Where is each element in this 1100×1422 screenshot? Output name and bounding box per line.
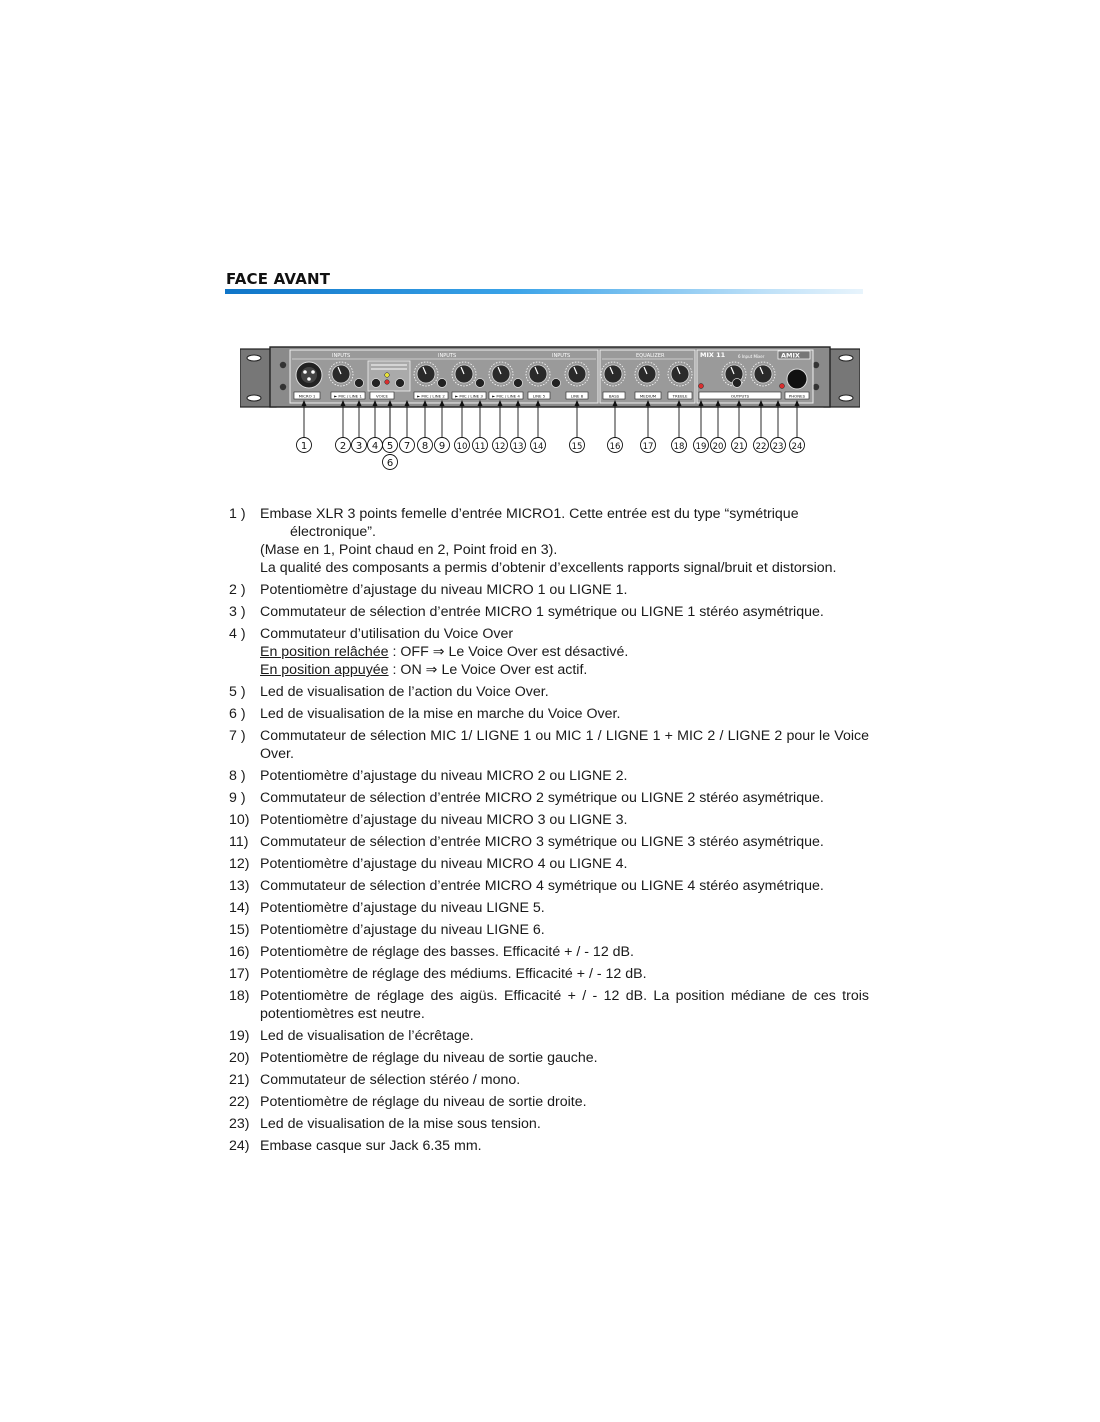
item-text: Potentiomètre d’ajustage du niveau LIGNE 6.: [260, 922, 545, 938]
callout-number: 10: [456, 442, 468, 452]
panel-label: [603, 392, 625, 399]
callout-12: [493, 400, 508, 453]
callout-18: [672, 400, 687, 453]
callout-number: 22: [755, 442, 767, 452]
item-text-line: Embase XLR 3 points femelle d’entrée MICRO1. Cette entrée est du type “symétrique: [260, 506, 799, 522]
item-text: Commutateur de sélection d’entrée MICRO 2 symétrique ou LIGNE 2 stéréo asymétrique.: [260, 790, 824, 806]
item-text: Commutateur de sélection MIC 1/ LIGNE 1 ou MIC 1 / LIGNE 1 + MIC 2 / LIGNE 2 pour le Voice Over.: [260, 728, 869, 762]
item-text: Potentiomètre d’ajustage du niveau LIGNE 5.: [260, 900, 545, 916]
callout-16: [608, 400, 623, 453]
panel-label: [414, 392, 448, 399]
list-item: [229, 1137, 869, 1155]
callout-number: 11: [474, 442, 486, 452]
list-item: [229, 1093, 869, 1111]
item-text: Embase casque sur Jack 6.35 mm.: [260, 1138, 482, 1154]
item-number: 20): [229, 1050, 250, 1066]
callout-3: [352, 400, 367, 453]
callout-number: 20: [712, 442, 724, 452]
item-number: 3 ): [229, 604, 246, 620]
item-detail: (Mase en 1, Point chaud en 2, Point froid en 3).: [260, 542, 558, 558]
callout-24: [790, 400, 805, 453]
item-text: Potentiomètre de réglage des basses. Efficacité + / - 12 dB.: [260, 944, 634, 960]
list-item: [229, 625, 869, 679]
panel-label-text: TREBLE: [672, 393, 688, 399]
panel-label-text: OUTPUTS: [730, 393, 750, 399]
item-number: 7 ): [229, 728, 246, 744]
inputs-label: INPUTS: [552, 353, 571, 359]
panel-label-text: ► MIC / LINE 2: [417, 393, 445, 399]
status-led: [780, 384, 785, 389]
feature-list: [229, 505, 869, 1159]
list-item: [229, 855, 869, 873]
callout-number: 7: [403, 441, 411, 452]
item-number: 4 ): [229, 626, 246, 642]
panel-label-text: LINE 6: [570, 393, 584, 399]
callout-number: 3: [355, 441, 363, 452]
callout-number: 9: [438, 441, 446, 452]
panel-label: [668, 392, 692, 399]
callout-14: [531, 400, 546, 453]
item-text: Commutateur de sélection stéréo / mono.: [260, 1072, 521, 1088]
list-item: [229, 603, 869, 621]
rack-hole: [247, 355, 261, 361]
callout-11: [473, 400, 488, 453]
list-item: [229, 921, 869, 939]
item-text: Commutateur d’utilisation du Voice Over: [260, 626, 514, 642]
callout-13: [511, 400, 526, 453]
callout-21: [732, 400, 747, 453]
panel-label: [452, 392, 486, 399]
callout-number: 19: [695, 442, 707, 452]
callout-number: 15: [571, 442, 583, 452]
push-button[interactable]: [372, 379, 381, 388]
item-text: [260, 505, 869, 523]
item-text: Potentiomètre de réglage du niveau de sortie gauche.: [260, 1050, 598, 1066]
callout-10: [455, 400, 470, 453]
rack-hole: [839, 355, 853, 361]
list-item: [229, 1049, 869, 1067]
callout-number: 14: [532, 442, 544, 452]
list-item: [229, 811, 869, 829]
brand-label: AMIX: [781, 351, 800, 360]
list-item: [229, 1115, 869, 1133]
list-item: [229, 1071, 869, 1089]
item-detail: La qualité des composants a permis d’obtenir d’excellents rapports signal/bruit et distorsion.: [260, 560, 837, 576]
voice-led-yellow: [385, 373, 390, 378]
item-number: 23): [229, 1116, 250, 1132]
screw: [813, 362, 819, 368]
panel-label-text: PHONES: [788, 393, 806, 399]
list-item: [229, 943, 869, 961]
screw: [280, 384, 286, 390]
item-text: Led de visualisation de l’écrêtage.: [260, 1028, 474, 1044]
push-button[interactable]: [438, 379, 447, 388]
item-number: 1 ): [229, 506, 246, 522]
panel-label-text: LINE 5: [532, 393, 546, 399]
panel-label: [331, 392, 365, 399]
section-title: FACE AVANT: [226, 270, 331, 288]
item-number: 24): [229, 1138, 250, 1154]
item-text: Potentiomètre d’ajustage du niveau MICRO 4 ou LIGNE 4.: [260, 856, 628, 872]
callout-number: 1: [300, 441, 308, 452]
rack-hole: [839, 395, 853, 401]
panel-label-text: ► MIC / LINE 1: [334, 393, 362, 399]
list-item: [229, 727, 869, 763]
voice-led-red: [385, 380, 390, 385]
rack-hole: [247, 395, 261, 401]
push-button[interactable]: [355, 379, 364, 388]
item-number: 19): [229, 1028, 250, 1044]
callout-number: 16: [609, 442, 621, 452]
item-text: Commutateur de sélection d’entrée MICRO 4 symétrique ou LIGNE 4 stéréo asymétrique.: [260, 878, 824, 894]
callout-23: [771, 400, 786, 453]
panel-label: [489, 392, 523, 399]
item-number: 16): [229, 944, 250, 960]
list-item: [229, 505, 869, 577]
list-item: [229, 1027, 869, 1045]
callout-22: [754, 400, 769, 453]
panel-label-text: BASS: [608, 393, 620, 399]
equalizer-label: EQUALIZER: [636, 353, 665, 359]
item-detail: : ON ⇒ Le Voice Over est actif.: [388, 662, 588, 678]
panel-label-text: VOICE: [376, 393, 388, 399]
callout-number: 12: [494, 442, 506, 452]
model-label: MIX 11: [700, 351, 726, 359]
push-button[interactable]: [476, 379, 485, 388]
callout-20: [711, 400, 726, 453]
screw: [280, 362, 286, 368]
callout-number: 4: [371, 441, 379, 452]
item-text: Led de visualisation de la mise en marche du Voice Over.: [260, 706, 621, 722]
callout-8: [418, 400, 433, 453]
item-number: 9 ): [229, 790, 246, 806]
panel-label-text: ► MIC / LINE 3: [455, 393, 483, 399]
item-text: Led de visualisation de la mise sous tension.: [260, 1116, 541, 1132]
tagline-label: 6 Input Mixer: [738, 354, 765, 359]
callout-15: [570, 400, 585, 453]
push-button[interactable]: [396, 379, 405, 388]
list-item: [229, 705, 869, 723]
callout-number: 17: [642, 442, 654, 452]
callout-number: 24: [791, 442, 803, 452]
item-text: Led de visualisation de l’action du Voice Over.: [260, 684, 549, 700]
item-text: Potentiomètre de réglage des aigüs. Efficacité + / - 12 dB. La position médiane de ces trois potentiomètres est neutre.: [260, 988, 869, 1022]
list-item: [229, 581, 869, 599]
callout-number: 21: [733, 442, 745, 452]
list-item: [229, 833, 869, 851]
item-number: 14): [229, 900, 250, 916]
inputs-label: INPUTS: [438, 353, 457, 359]
callout-6: [383, 403, 398, 470]
status-led: [699, 384, 704, 389]
item-text: Potentiomètre d’ajustage du niveau MICRO 2 ou LIGNE 2.: [260, 768, 628, 784]
item-number: 21): [229, 1072, 250, 1088]
phones-jack[interactable]: [787, 369, 807, 389]
list-item: [229, 683, 869, 701]
push-button[interactable]: [552, 379, 561, 388]
callout-7: [400, 400, 415, 453]
item-text: Potentiomètre de réglage des médiums. Efficacité + / - 12 dB.: [260, 966, 647, 982]
panel-label: [699, 392, 781, 399]
panel-label: [528, 392, 550, 399]
item-number: 11): [229, 834, 249, 850]
title-underline: [225, 289, 863, 294]
item-text: Potentiomètre de réglage du niveau de sortie droite.: [260, 1094, 587, 1110]
item-number: 18): [229, 988, 250, 1004]
callout-number: 8: [421, 441, 429, 452]
item-number: 5 ): [229, 684, 246, 700]
callout-number: 6: [386, 458, 394, 469]
item-detail: : OFF ⇒ Le Voice Over est désactivé.: [388, 644, 629, 660]
item-text: Potentiomètre d’ajustage du niveau MICRO 3 ou LIGNE 3.: [260, 812, 628, 828]
item-text: Commutateur de sélection d’entrée MICRO 3 symétrique ou LIGNE 3 stéréo asymétrique.: [260, 834, 824, 850]
list-item: [229, 899, 869, 917]
item-text-continued: électronique”.: [290, 524, 376, 540]
callout-4: [368, 400, 383, 453]
panel-label-text: MEDIUM: [639, 393, 657, 399]
callout-19: [694, 400, 709, 453]
item-number: 12): [229, 856, 250, 872]
callout-17: [641, 400, 656, 453]
item-number: 13): [229, 878, 250, 894]
panel-label: [785, 392, 809, 399]
screw: [813, 384, 819, 390]
item-number: 15): [229, 922, 250, 938]
item-number: 10): [229, 812, 250, 828]
item-number: 2 ): [229, 582, 246, 598]
panel-label-text: MICRO 1: [298, 393, 316, 399]
panel-label: [294, 392, 320, 399]
item-condition: En position appuyée: [260, 662, 389, 678]
callout-number: 23: [772, 442, 784, 452]
callout-2: [336, 400, 351, 453]
list-item: [229, 789, 869, 807]
callout-number: 5: [386, 441, 394, 452]
callout-number: 13: [512, 442, 524, 452]
item-number: 8 ): [229, 768, 246, 784]
callout-number: 2: [339, 441, 347, 452]
item-number: 17): [229, 966, 250, 982]
list-item: [229, 767, 869, 785]
item-number: 6 ): [229, 706, 246, 722]
list-item: [229, 965, 869, 983]
item-number: 22): [229, 1094, 250, 1110]
item-condition: En position relâchée: [260, 644, 389, 660]
callout-1: [297, 400, 312, 453]
panel-label: [566, 392, 588, 399]
callout-9: [435, 400, 450, 453]
inputs-label: INPUTS: [332, 353, 351, 359]
push-button[interactable]: [733, 379, 742, 388]
panel-label: [635, 392, 661, 399]
panel-label-text: ► MIC / LINE 4: [492, 393, 520, 399]
front-panel-diagram: [240, 345, 860, 475]
push-button[interactable]: [514, 379, 523, 388]
panel-label: [370, 392, 394, 399]
list-item: [229, 877, 869, 895]
item-text: Potentiomètre d’ajustage du niveau MICRO 1 ou LIGNE 1.: [260, 582, 628, 598]
item-text: Commutateur de sélection d’entrée MICRO 1 symétrique ou LIGNE 1 stéréo asymétrique.: [260, 604, 824, 620]
list-item: [229, 987, 869, 1023]
callout-number: 18: [673, 442, 685, 452]
